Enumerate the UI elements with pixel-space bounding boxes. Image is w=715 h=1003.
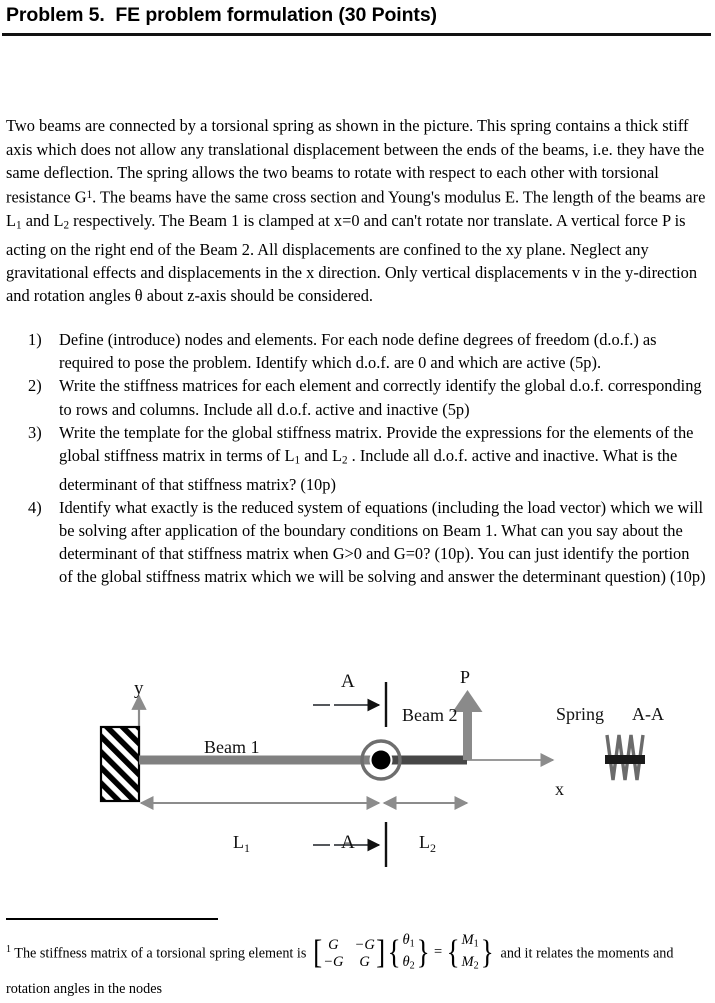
task-item-4 — [6, 496, 706, 589]
task-text-c: . Include all d.o.f. active and inactive. What is the determinant of that stiffness matrix? (10p) — [59, 446, 678, 494]
brace-close-moment: } — [480, 934, 494, 972]
brace-open-moment: { — [446, 934, 460, 972]
task-marker: 3) — [28, 422, 42, 442]
bracket-close-square: ] — [375, 934, 385, 972]
footnote-text-before: The stiffness matrix of a torsional spring element is — [11, 945, 310, 962]
brace-open-theta: { — [387, 934, 401, 972]
moment-row-1: $M_1$ — [461, 932, 479, 950]
moment-row-2: $M_2$ — [461, 953, 479, 972]
task-text: Identify what exactly is the reduced system of equations (including the load vector) which we will be solving after application of the boundary conditions on Beam 1. What can you say about the determinant of that stiffness matrix when G>0 and G=0? (10p). You can just identify the portion of the global stiffness matrix which we will be solving and answer the determinant question) (10p) — [59, 497, 706, 587]
beam-2-label: Beam 2 — [402, 705, 458, 725]
footnote-divider — [6, 918, 218, 920]
task-item-1 — [6, 328, 706, 374]
beam-2-element — [381, 756, 467, 765]
bracket-open-square: [ — [313, 934, 323, 972]
spring-detail-icon — [605, 735, 645, 780]
intro-text-part3: and L — [21, 210, 64, 230]
task-marker: 1) — [28, 330, 42, 349]
task-text-b: and L — [300, 446, 342, 466]
matrix-cell-12: −G — [354, 936, 375, 953]
beam-1-label: Beam 1 — [204, 737, 260, 757]
footnote-reference: 1 — [86, 189, 93, 201]
spring-section-label: A-A — [632, 704, 664, 724]
section-label-bottom: A — [341, 832, 355, 853]
theta-vector — [402, 932, 414, 974]
task-marker: 2) — [28, 376, 42, 396]
title-divider — [2, 33, 711, 36]
task-sub-l2: 2 — [341, 454, 348, 467]
axis-y-label: y — [134, 678, 144, 699]
torsional-spring-equation — [312, 932, 495, 974]
intro-paragraph — [6, 114, 706, 307]
dimension-label-l2: $L_2$ — [419, 832, 436, 855]
intro-text-part4: respectively. The Beam 1 is clamped at x=0 and can't rotate nor translate. A vertical force P is acting on the right end of the Beam 2. All displacements are confined to the xy plane. Neglect any gravitational effects and displacements in the x direction. Only vertical displacements v in the y-direction and rotation angles θ about z-axis should be considered. — [6, 210, 698, 305]
task-text: Write the stiffness matrices for each element and correctly identify the global d.o.f. corresponding to rows and columns. Include all d.o.f. active and inactive (5p) — [59, 376, 702, 419]
footnote-text-after: and it relates the moments and rotation angles in the nodes — [6, 945, 674, 998]
task-text: Define (introduce) nodes and elements. For each node define degrees of freedom (d.o.f.) as required to pose the problem. Identify which d.o.f. are 0 and which are active (5p). — [59, 330, 657, 373]
spring-label: Spring — [556, 704, 605, 724]
theta-row-1: $\theta_1$ — [402, 932, 415, 950]
beam-spring-diagram — [0, 655, 715, 870]
stiffness-matrix — [323, 937, 375, 970]
intro-text-part1: Two beams are connected by a torsional spring as shown in the picture. This spring contains a thick stiff axis which does not allow any translational displacement between the ends of the beams, i.e. they have the same deflection. The spring allows the two beams to rotate with respect to each other with torsional resistance G — [6, 116, 705, 207]
matrix-cell-22: G — [359, 953, 370, 970]
footnote-marker: 1 — [6, 943, 11, 955]
problem-header — [0, 2, 715, 36]
footnote-block — [6, 918, 706, 1003]
intro-text-part2: . The beams have the same cross section and Young's modulus E. The length of the beams are L — [6, 187, 706, 230]
clamp-support — [101, 727, 139, 801]
task-marker: 4) — [28, 497, 42, 517]
equals-sign: = — [433, 944, 443, 961]
intro-sub-l1: 1 — [16, 219, 22, 232]
theta-row-2: $\theta_2$ — [402, 953, 415, 972]
moment-vector — [461, 932, 478, 974]
brace-close-theta: } — [416, 934, 430, 972]
force-label-p: P — [460, 667, 471, 687]
task-list — [6, 328, 706, 589]
section-label-top: A — [341, 671, 355, 692]
footnote-text — [6, 933, 706, 1003]
force-arrow-p — [453, 690, 483, 760]
page-title: Problem 5. FE problem formulation (30 Points) — [6, 4, 437, 26]
dimension-label-l1: $L_1$ — [233, 832, 250, 855]
task-item-3 — [6, 421, 706, 496]
task-item-2 — [6, 374, 706, 420]
axis-x-label: x — [555, 779, 564, 799]
intro-sub-l2: 2 — [63, 219, 70, 232]
task-text-a: Write the template for the global stiffness matrix. Provide the expressions for the elements of the global stiffness matrix in terms of L — [59, 422, 694, 466]
matrix-cell-21: −G — [323, 953, 344, 970]
task-sub-l1: 1 — [294, 454, 301, 467]
matrix-cell-11: G — [328, 936, 339, 953]
